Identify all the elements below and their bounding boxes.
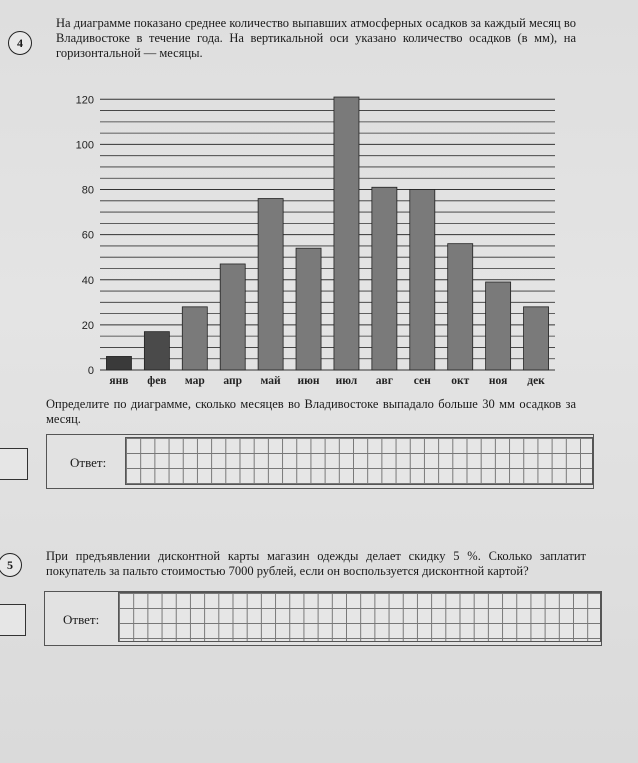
- x-tick-label: сен: [413, 375, 431, 387]
- x-tick-label: дек: [527, 375, 545, 387]
- question-5-text: При предъявлении дисконтной карты магазин одежды делает скидку 5 %. Сколько заплатит покупатель за пальто стоимостью 7000 рублей, если он воспользуется дисконтной картой?: [46, 549, 586, 578]
- x-tick-label: янв: [109, 375, 129, 387]
- x-tick-label: июн: [297, 375, 320, 387]
- y-tick-label: 40: [81, 274, 94, 287]
- bar-дек: [524, 307, 549, 370]
- y-tick-label: 20: [81, 319, 94, 332]
- question-number-5: 5: [0, 553, 22, 577]
- bar-май: [258, 199, 283, 370]
- x-tick-label: ноя: [488, 375, 508, 387]
- x-tick-label: апр: [223, 375, 243, 387]
- x-tick-label: фев: [147, 375, 167, 387]
- y-tick-label: 100: [75, 139, 94, 152]
- x-tick-label: июл: [335, 375, 358, 387]
- bar-авг: [372, 187, 397, 370]
- question-4-prompt: Определите по диаграмме, сколько месяцев во Владивостоке выпадало больше 30 мм осадков за месяц.: [46, 397, 576, 426]
- y-tick-label: 60: [81, 229, 94, 242]
- bar-окт: [448, 244, 473, 370]
- bar-сен: [410, 190, 435, 370]
- x-tick-label: авг: [375, 375, 393, 387]
- x-tick-label: май: [260, 375, 281, 387]
- bar-ноя: [486, 282, 511, 370]
- x-tick-label: мар: [184, 375, 205, 387]
- precipitation-bar-chart: [60, 80, 560, 390]
- answer-side-box-5: [0, 604, 26, 636]
- bar-мар: [182, 307, 207, 370]
- bar-фев: [144, 332, 169, 370]
- bar-янв: [106, 356, 131, 370]
- bar-июн: [296, 248, 321, 370]
- bar-июл: [334, 97, 359, 370]
- answer-side-box-4: [0, 448, 28, 480]
- y-tick-label: 120: [75, 94, 94, 107]
- y-tick-label: 80: [81, 184, 94, 197]
- bar-апр: [220, 264, 245, 370]
- answer-label-4: Ответ:: [70, 455, 107, 470]
- y-tick-label: 0: [87, 365, 94, 377]
- question-4-text: На диаграмме показано среднее количество выпавших атмосферных осадков за каждый месяц во Владивостоке в течение года. На вертикальной оси указано количество осадков (в мм), на горизонтальной — месяцы.: [56, 16, 576, 60]
- question-number-4: 4: [8, 31, 32, 55]
- answer-grid-4[interactable]: [125, 437, 593, 485]
- answer-grid-5[interactable]: [118, 592, 601, 642]
- x-tick-label: окт: [451, 375, 470, 387]
- answer-label-5: Ответ:: [63, 612, 100, 627]
